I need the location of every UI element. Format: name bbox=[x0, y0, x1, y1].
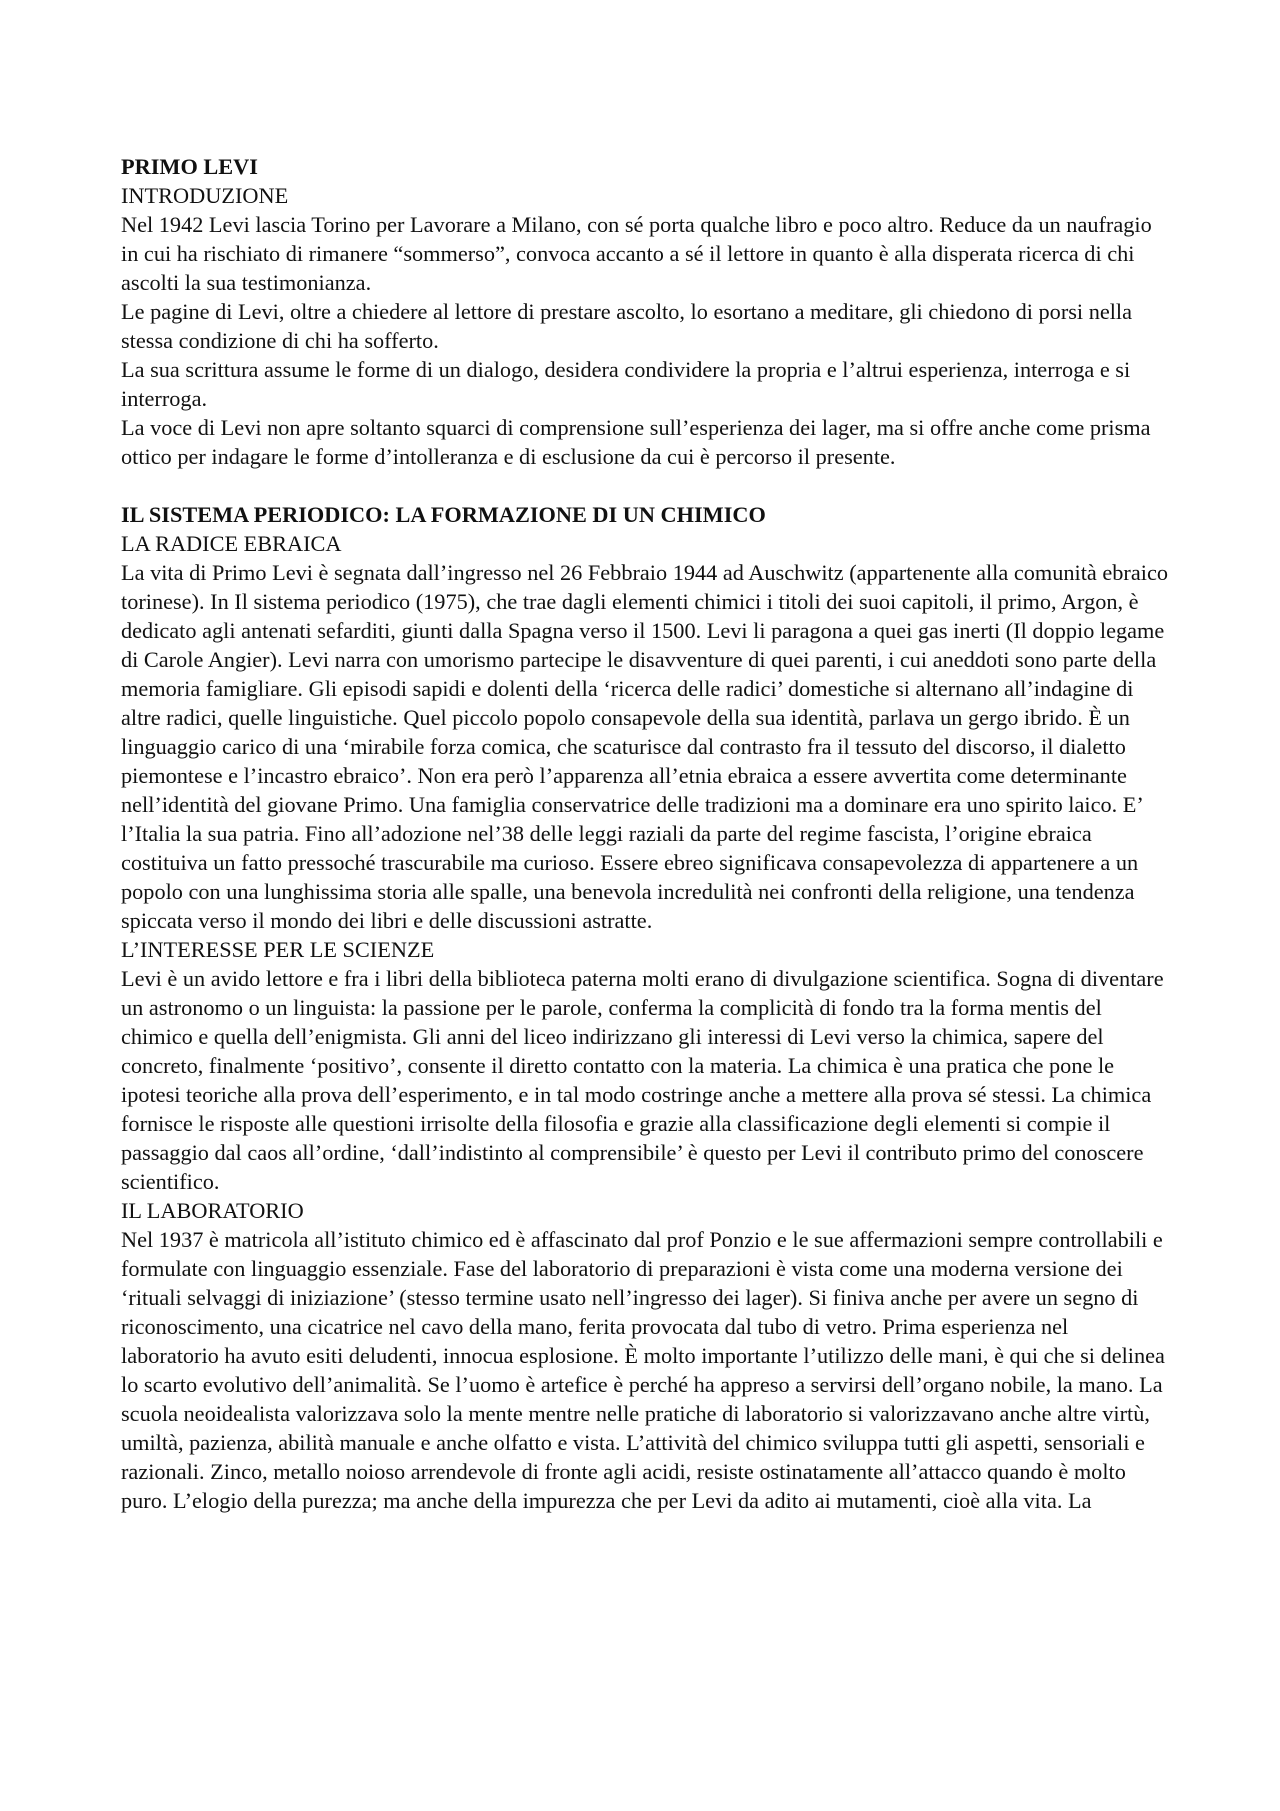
intro-paragraph-4: La voce di Levi non apre soltanto squarci di comprensione sull’esperienza dei lager, ma si offre anche come prisma ottico per indagare le forme d’intolleranza e di esclusione da cui è percorso il presente. bbox=[121, 415, 1151, 469]
radice-ebraica-text: La vita di Primo Levi è segnata dall’ingresso nel 26 Febbraio 1944 ad Auschwitz (appartenente alla comunità ebraico torinese). In Il sistema periodico (1975), che trae dagli elementi chimici i titoli dei suoi capitoli, il primo, Argon, è dedicato agli antenati sefarditi, giunti dalla Spagna verso il 1500. Levi li paragona a quei gas inerti (Il doppio legame di Carole Angier). Levi narra con umorismo partecipe le disavventure di quei parenti, i cui aneddoti sono parte della memoria famigliare. Gli episodi sapidi e dolenti della ‘ricerca delle radici’ domestiche si alternano all’indagine di altre radici, quelle linguistiche. Quel piccolo popolo consapevole della sua identità, parlava un gergo ibrido. È un linguaggio carico di una ‘mirabile forza comica, che scaturisce dal contrasto fra il tessuto del discorso, il dialetto piemontese e l’incastro ebraico’. Non era però l’apparenza all’etnia ebraica a essere avvertita come determinante nell’identità del giovane Primo. Una famiglia conservatrice delle tradizioni ma a dominare era uno spirito laico. E’ l’Italia la sua patria. Fino all’adozione nel’38 delle leggi raziali da parte del regime fascista, l’origine ebraica costituiva un fatto pressoché trascurabile ma curioso. Essere ebreo significava consapevolezza di appartenere a un popolo con una lunghissima storia alle spalle, una benevola incredulità nei confronti della religione, una tendenza spiccata verso il mondo dei libri e delle discussioni astratte. bbox=[121, 560, 1168, 933]
interesse-scienze-heading: L’INTERESSE PER LE SCIENZE bbox=[121, 937, 435, 962]
radice-ebraica-heading: LA RADICE EBRAICA bbox=[121, 531, 342, 556]
document-title: PRIMO LEVI bbox=[121, 154, 258, 179]
section-spacer bbox=[121, 471, 1171, 500]
intro-paragraph-3: La sua scrittura assume le forme di un dialogo, desidera condividere la propria e l’altrui esperienza, interroga e si interroga. bbox=[121, 357, 1131, 411]
section-title: IL SISTEMA PERIODICO: LA FORMAZIONE DI UN CHIMICO bbox=[121, 502, 766, 527]
interesse-scienze-text: Levi è un avido lettore e fra i libri della biblioteca paterna molti erano di divulgazione scientifica. Sogna di diventare un astronomo o un linguista: la passione per le parole, conferma la complicità di fondo tra la forma mentis del chimico e quella dell’enigmista. Gli anni del liceo indirizzano gli interessi di Levi verso la chimica, sapere del concreto, finalmente ‘positivo’, consente il diretto contatto con la materia. La chimica è una pratica che pone le ipotesi teoriche alla prova dell’esperimento, e in tal modo costringe anche a mettere alla prova sé stessi. La chimica fornisce le risposte alle questioni irrisolte della filosofia e grazie alla classificazione degli elementi si compie il passaggio dal caos all’ordine, ‘dall’indistinto al comprensibile’ è questo per Levi il contributo primo del conoscere scientifico. bbox=[121, 966, 1164, 1194]
document-page bbox=[121, 152, 1171, 1515]
laboratorio-text: Nel 1937 è matricola all’istituto chimico ed è affascinato dal prof Ponzio e le sue affermazioni sempre controllabili e formulate con linguaggio essenziale. Fase del laboratorio di preparazioni è vista come una moderna versione dei ‘rituali selvaggi di iniziazione’ (stesso termine usato nell’ingresso dei lager). Si finiva anche per avere un segno di riconoscimento, una cicatrice nel cavo della mano, ferita provocata dal tubo di vetro. Prima esperienza nel laboratorio ha avuto esiti deludenti, innocua esplosione. È molto importante l’utilizzo delle mani, è qui che si delinea lo scarto evolutivo dell’animalità. Se l’uomo è artefice è perché ha appreso a servirsi dell’organo nobile, la mano. La scuola neoidealista valorizzava solo la mente mentre nelle pratiche di laboratorio si valorizzavano anche altre virtù, umiltà, pazienza, abilità manuale e anche olfatto e vista. L’attività del chimico sviluppa tutti gli aspetti, sensoriali e razionali. Zinco, metallo noioso arrendevole di fronte agli acidi, resiste ostinatamente all’attacco quando è molto puro. L’elogio della purezza; ma anche della impurezza che per Levi da adito ai mutamenti, cioè alla vita. La bbox=[121, 1227, 1165, 1513]
intro-heading: INTRODUZIONE bbox=[121, 183, 289, 208]
intro-paragraph-2: Le pagine di Levi, oltre a chiedere al lettore di prestare ascolto, lo esortano a meditare, gli chiedono di porsi nella stessa condizione di chi ha sofferto. bbox=[121, 299, 1133, 353]
laboratorio-heading: IL LABORATORIO bbox=[121, 1198, 304, 1223]
intro-paragraph-1: Nel 1942 Levi lascia Torino per Lavorare a Milano, con sé porta qualche libro e poco altro. Reduce da un naufragio in cui ha rischiato di rimanere “sommerso”, convoca accanto a sé il lettore in quanto è alla disperata ricerca di chi ascolti la sua testimonianza. bbox=[121, 212, 1152, 295]
